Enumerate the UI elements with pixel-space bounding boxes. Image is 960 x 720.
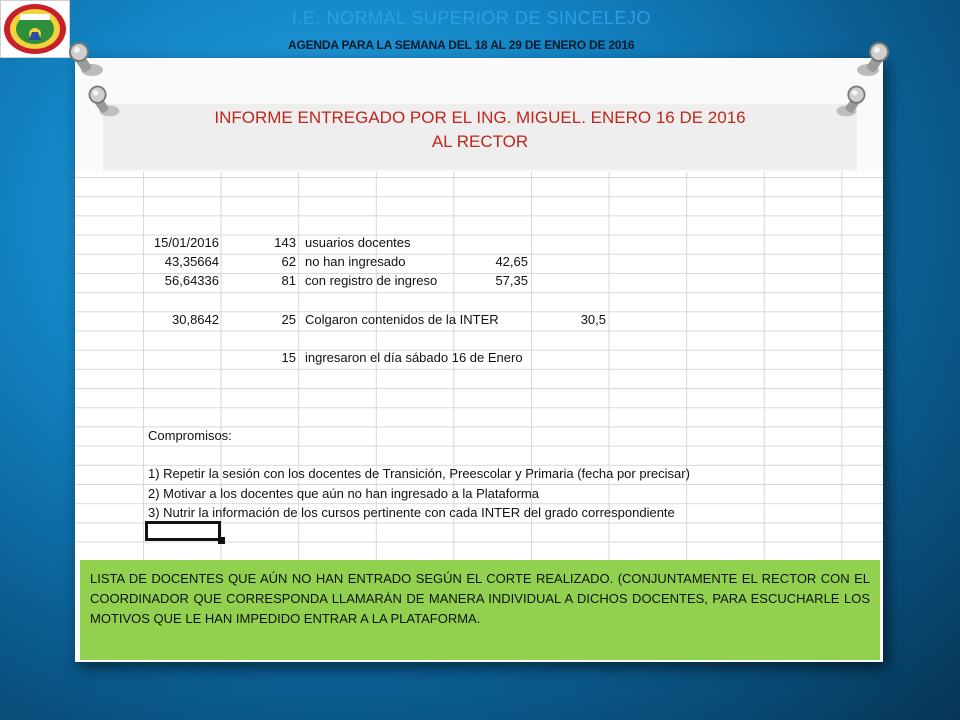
school-title: I.E. NORMAL SUPERIOR DE SINCELEJO xyxy=(292,8,651,28)
cell-percent: 56,64336 xyxy=(164,273,219,288)
pin-top-left-icon xyxy=(64,38,106,80)
cell-value: 30,5 xyxy=(580,312,606,327)
compromiso-item: 3) Nutrir la información de los cursos pertinente con cada INTER del grado correspondiente xyxy=(148,505,675,520)
cell-label: con registro de ingreso xyxy=(305,273,438,288)
docentes-note: LISTA DE DOCENTES QUE AÚN NO HAN ENTRADO SEGÚN EL CORTE REALIZADO. (CONJUNTAMENTE EL RECTOR CON EL COORDINADOR QUE CORRESPONDA LLAMARÁN DE MANERA INDIVIDUAL A DICHOS DOCENTES, PARA ESCUCHARLE LOS MOTIVOS QUE LE HAN IMPEDIDO ENTRAR A LA PLATAFORMA. xyxy=(80,560,880,660)
pin-top-right-icon xyxy=(852,38,894,80)
cell-label: ingresaron el día sábado 16 de Enero xyxy=(305,350,523,365)
agenda-subtitle: AGENDA PARA LA SEMANA DEL 18 AL 29 DE ENERO DE 2016 xyxy=(288,38,635,52)
cell-count: 81 xyxy=(281,273,296,288)
cell-date: 15/01/2016 xyxy=(153,235,219,250)
cell-percent: 30,8642 xyxy=(172,312,219,327)
pin-title-left-icon xyxy=(84,82,122,120)
selected-cell-outline xyxy=(145,521,221,541)
cell-label: Colgaron contenidos de la INTER xyxy=(305,312,499,327)
cell-count: 25 xyxy=(281,312,296,327)
cell-value: 42,65 xyxy=(495,254,528,269)
report-title xyxy=(103,104,857,170)
fill-handle xyxy=(218,537,225,544)
pin-title-right-icon xyxy=(832,82,870,120)
cell-percent: 43,35664 xyxy=(164,254,219,269)
cell-count: 143 xyxy=(274,235,296,250)
cell-value: 57,35 xyxy=(495,273,528,288)
compromiso-item: 1) Repetir la sesión con los docentes de Transición, Preescolar y Primaria (fecha por precisar) xyxy=(148,466,690,481)
cell-count: 62 xyxy=(281,254,296,269)
school-logo xyxy=(0,0,70,58)
report-title-line2: AL RECTOR xyxy=(431,132,529,151)
spreadsheet-image xyxy=(75,172,883,560)
cell-label: usuarios docentes xyxy=(305,235,411,250)
school-crest-icon xyxy=(2,2,68,56)
cell-count: 15 xyxy=(281,350,296,365)
compromisos-label: Compromisos: xyxy=(148,428,232,443)
cell-label: no han ingresado xyxy=(305,254,406,269)
report-title-line1: INFORME ENTREGADO POR EL ING. MIGUEL. ENERO 16 DE 2016 xyxy=(214,108,746,127)
compromiso-item: 2) Motivar a los docentes que aún no han ingresado a la Plataforma xyxy=(148,486,539,501)
